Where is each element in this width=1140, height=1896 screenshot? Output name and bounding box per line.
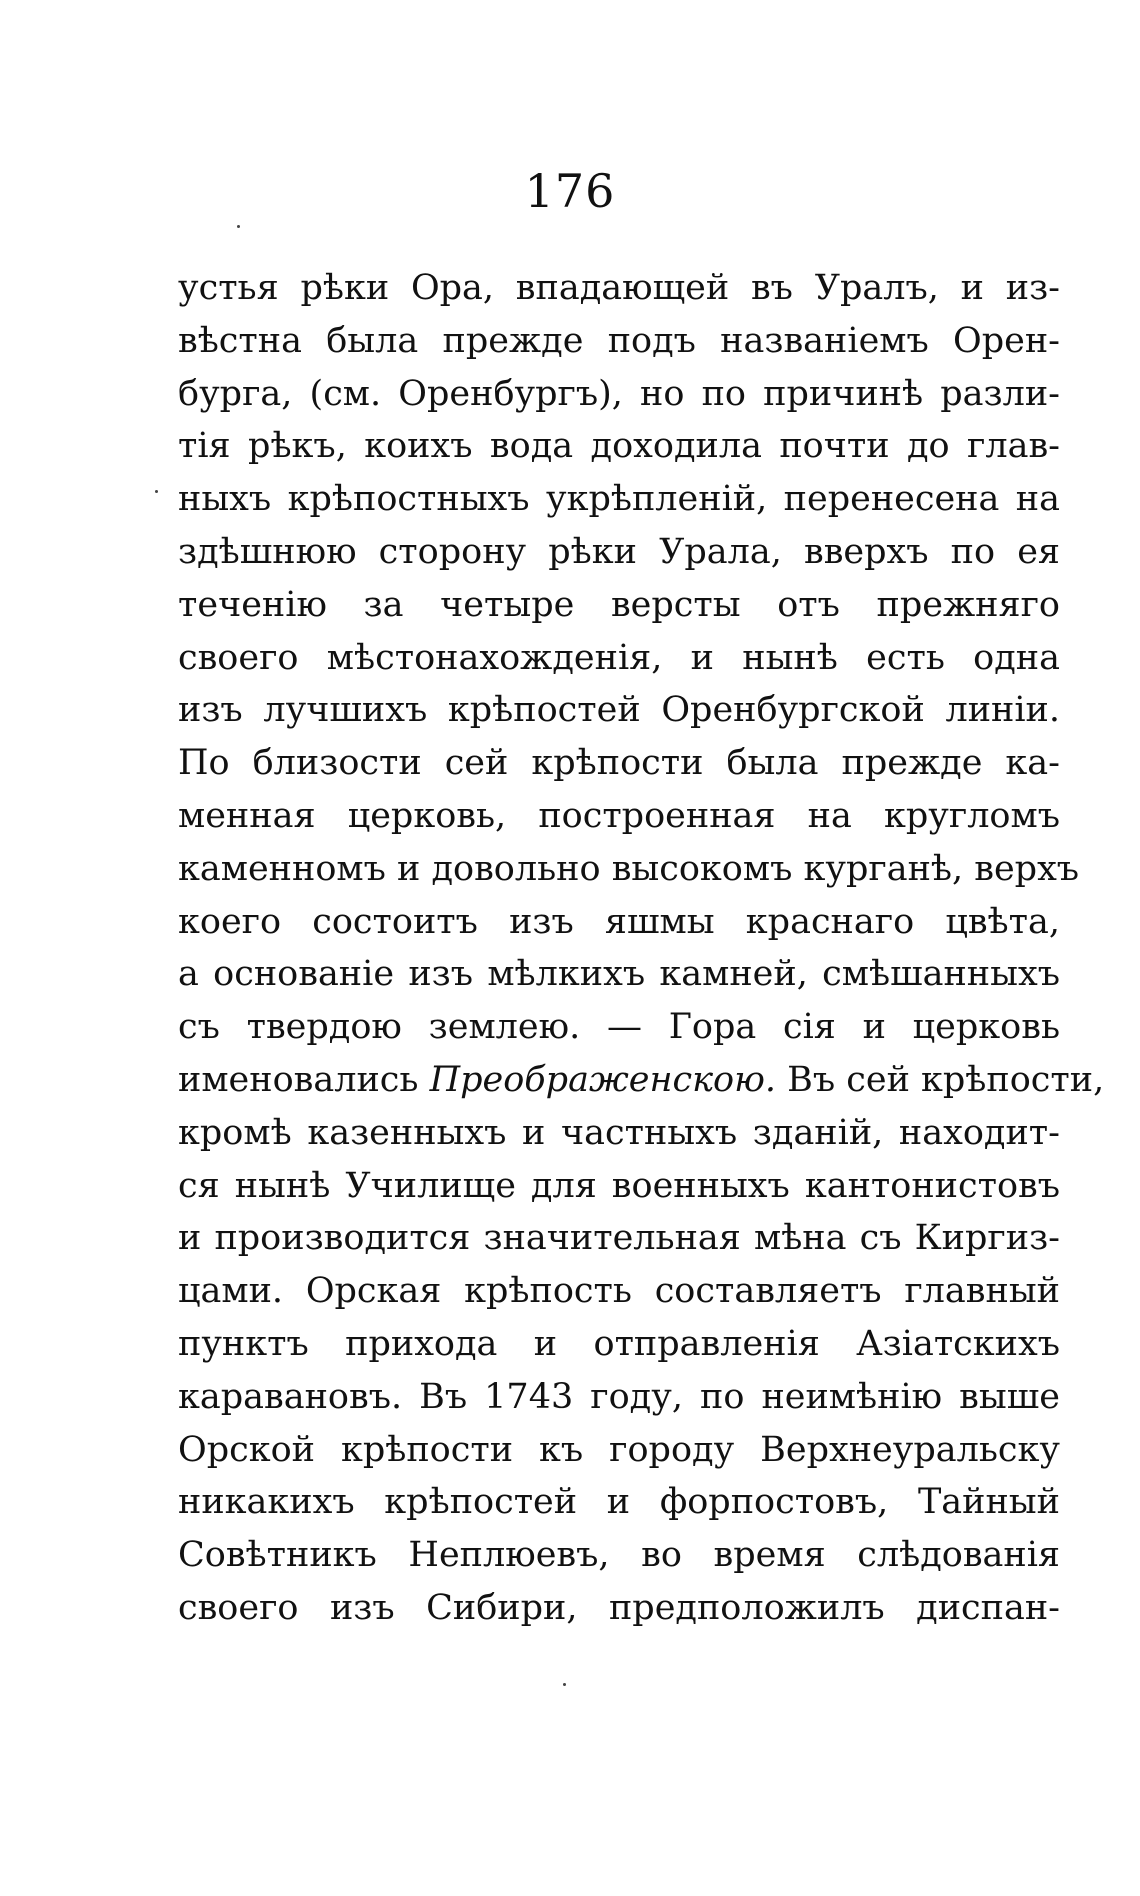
text-fragment: именовались [178,1059,430,1100]
text-line: кромѣ казенныхъ и частныхъ зданій, находит- [178,1112,1060,1153]
text-line: коего состоитъ изъ яшмы краснаго цвѣта, [178,901,1060,942]
text-line: своего мѣстонахожденія, и нынѣ есть одна [178,637,1060,678]
text-line: цами. Орская крѣпость составляетъ главный [178,1271,1060,1312]
text-fragment: Въ сей крѣпости, [776,1059,1105,1100]
text-line: Совѣтникъ Неплюевъ, во время слѣдованія [178,1535,1060,1576]
italic-name: Преображенскою. [429,1059,777,1100]
text-line: По близости сей крѣпости была прежде ка- [178,743,1060,784]
print-speck [155,490,158,493]
text-line: бурга, (см. Оренбургъ), но по причинѣ разли- [178,373,1060,414]
text-line: ся нынѣ Училище для военныхъ кантонистовъ [178,1165,1060,1206]
text-line: устья рѣки Ора, впадающей въ Уралъ, и из- [178,268,1060,308]
text-line: менная церковь, построенная на кругломъ [178,795,1060,836]
text-line: каравановъ. Въ 1743 году, по неимѣнію выше [178,1376,1060,1417]
text-line: ныхъ крѣпостныхъ укрѣпленій, перенесена на [178,479,1060,520]
text-line: изъ лучшихъ крѣпостей Оренбургской линіи. [178,690,1060,731]
text-line: Орской крѣпости къ городу Верхнеуральску [178,1429,1060,1470]
text-line: пунктъ прихода и отправленія Азіатскихъ [178,1323,1060,1364]
page-number: 176 [524,164,616,218]
text-line: теченію за четыре версты отъ прежняго [178,584,1060,625]
text-line-with-italic [178,1054,1105,1107]
text-line: вѣстна была прежде подъ названіемъ Орен- [178,320,1060,361]
print-speck [237,225,240,228]
text-line: и производится значительная мѣна съ Киргиз- [178,1218,1060,1259]
text-line: здѣшнюю сторону рѣки Урала, вверхъ по ея [178,531,1060,572]
text-line: своего изъ Сибири, предположилъ диспан- [178,1587,1060,1628]
text-line: каменномъ и довольно высокомъ курганѣ, верхъ [178,848,1080,889]
text-line: съ твердою землею. — Гора сія и церковь [178,1007,1060,1048]
print-speck [563,1683,566,1686]
text-line: никакихъ крѣпостей и форпостовъ, Тайный [178,1482,1060,1523]
text-line: а основаніе изъ мѣлкихъ камней, смѣшанныхъ [178,954,1060,995]
text-line: тія рѣкъ, коихъ вода доходила почти до глав- [178,426,1060,467]
body-text [178,262,1105,1635]
